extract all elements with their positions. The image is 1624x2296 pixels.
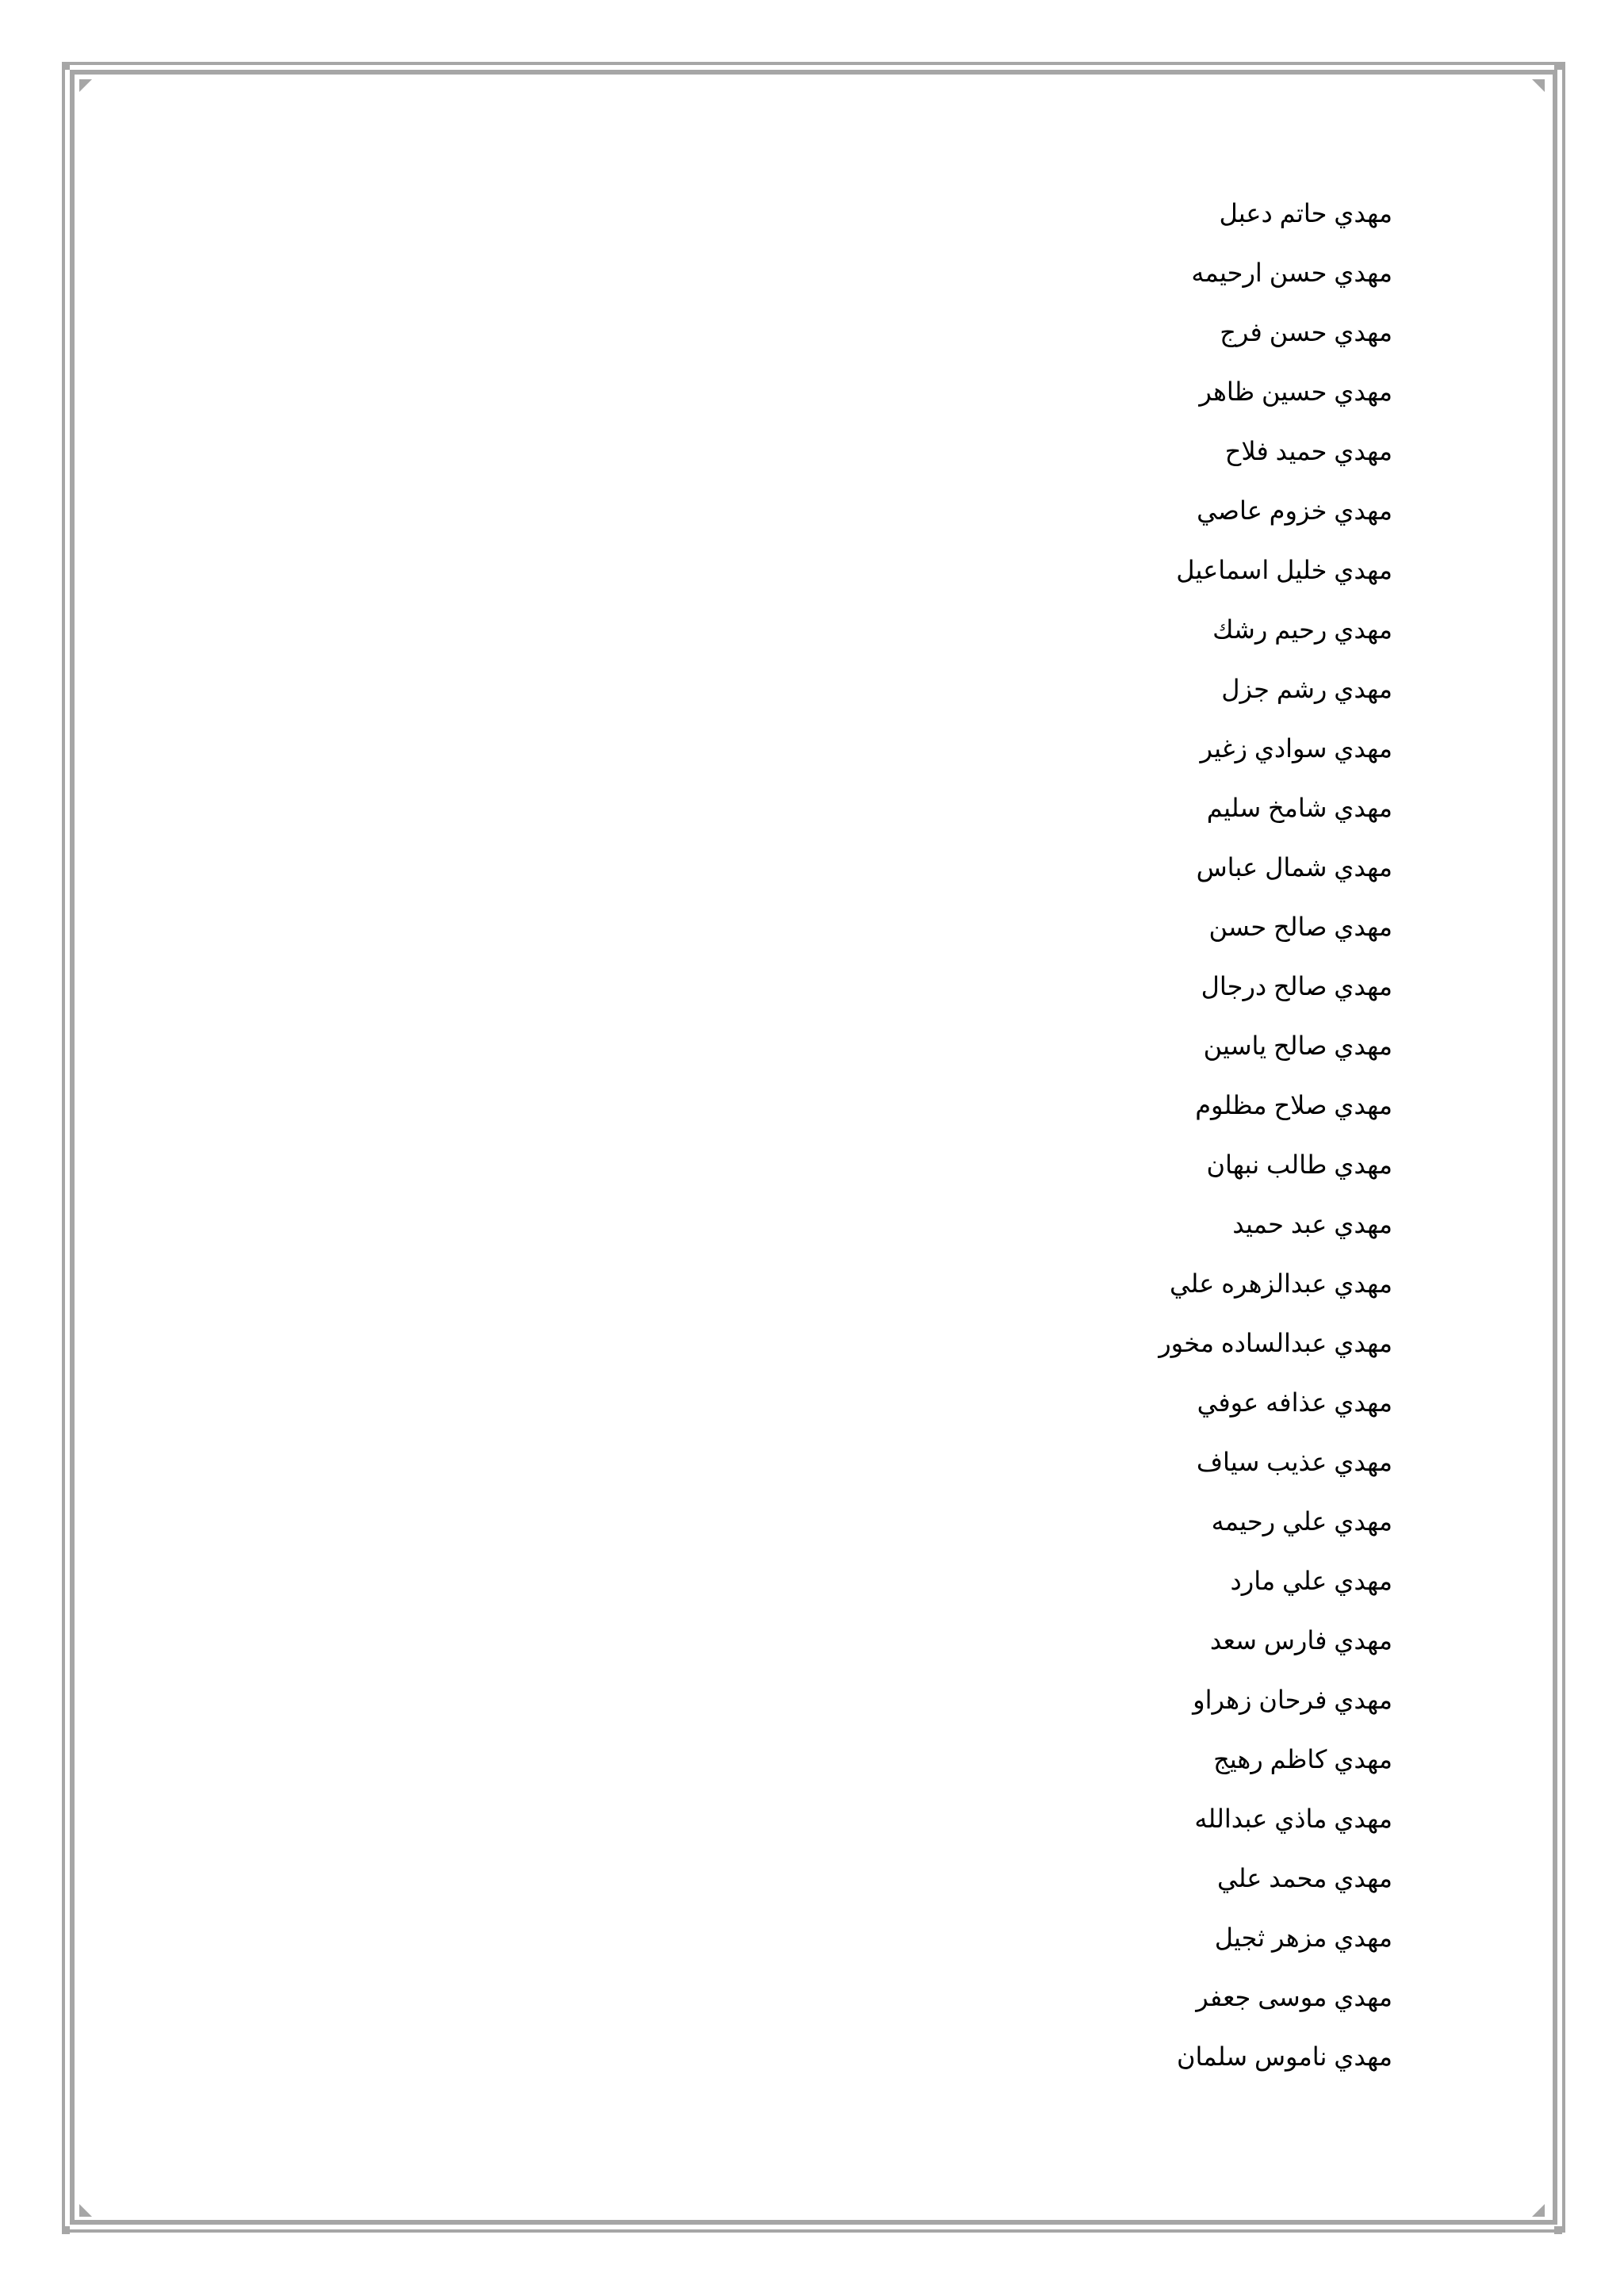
corner-ornament-bottom-right: [1554, 2226, 1562, 2234]
list-item: مهدي عبد حميد: [1232, 1210, 1392, 1238]
list-item: مهدي حاتم دعبل: [1219, 199, 1392, 228]
list-item: مهدي ماذي عبدالله: [1194, 1804, 1392, 1833]
list-item: مهدي سوادي زغير: [1200, 734, 1392, 763]
list-item: مهدي صالح حسن: [1208, 913, 1392, 941]
list-item: مهدي خزوم عاصي: [1197, 496, 1392, 525]
list-item: مهدي خليل اسماعيل: [1176, 556, 1392, 584]
name-list: [679, 197, 1392, 2099]
list-item: مهدي صلاح مظلوم: [1195, 1091, 1392, 1119]
corner-ornament-top-right: [1554, 62, 1562, 70]
list-item: مهدي عبدالزهره علي: [1169, 1269, 1392, 1298]
list-item: مهدي حسين ظاهر: [1199, 377, 1392, 406]
list-item: مهدي علي مارد: [1230, 1567, 1392, 1595]
list-item: مهدي حسن ارحيمه: [1191, 258, 1392, 287]
list-item: مهدي فارس سعد: [1209, 1626, 1392, 1655]
list-item: مهدي رحيم رشك: [1212, 615, 1392, 644]
list-item: مهدي علي رحيمه: [1211, 1507, 1392, 1536]
list-item: مهدي مزهر ثجيل: [1214, 1923, 1392, 1952]
list-item: مهدي عذافه عوفي: [1197, 1388, 1392, 1417]
list-item: مهدي صالح ياسين: [1203, 1031, 1392, 1060]
list-item: مهدي شامخ سليم: [1206, 794, 1392, 822]
list-item: مهدي حميد فلاح: [1224, 437, 1392, 465]
corner-triangle-bottom-right: [1532, 2204, 1545, 2217]
list-item: مهدي محمد علي: [1217, 1864, 1392, 1892]
list-item: مهدي ناموس سلمان: [1176, 2042, 1392, 2071]
corner-triangle-top-right: [1532, 79, 1545, 92]
list-item: مهدي عذيب سياف: [1196, 1448, 1392, 1476]
list-item: مهدي طالب نبهان: [1206, 1150, 1392, 1179]
list-item: مهدي شمال عباس: [1196, 853, 1392, 882]
corner-ornament-top-left: [62, 62, 70, 70]
list-item: مهدي حسن فرج: [1220, 318, 1392, 346]
list-item: مهدي موسى جعفر: [1196, 1983, 1392, 2011]
list-item: مهدي فرحان زهراو: [1193, 1686, 1392, 1714]
list-item: مهدي رشم جزل: [1221, 675, 1392, 703]
list-item: مهدي كاظم رهيج: [1213, 1745, 1392, 1774]
corner-triangle-top-left: [79, 79, 92, 92]
list-item: مهدي صالح درجال: [1201, 972, 1392, 1001]
corner-ornament-bottom-left: [62, 2226, 70, 2234]
corner-triangle-bottom-left: [79, 2204, 92, 2217]
list-item: مهدي عبدالساده مخور: [1159, 1329, 1392, 1357]
